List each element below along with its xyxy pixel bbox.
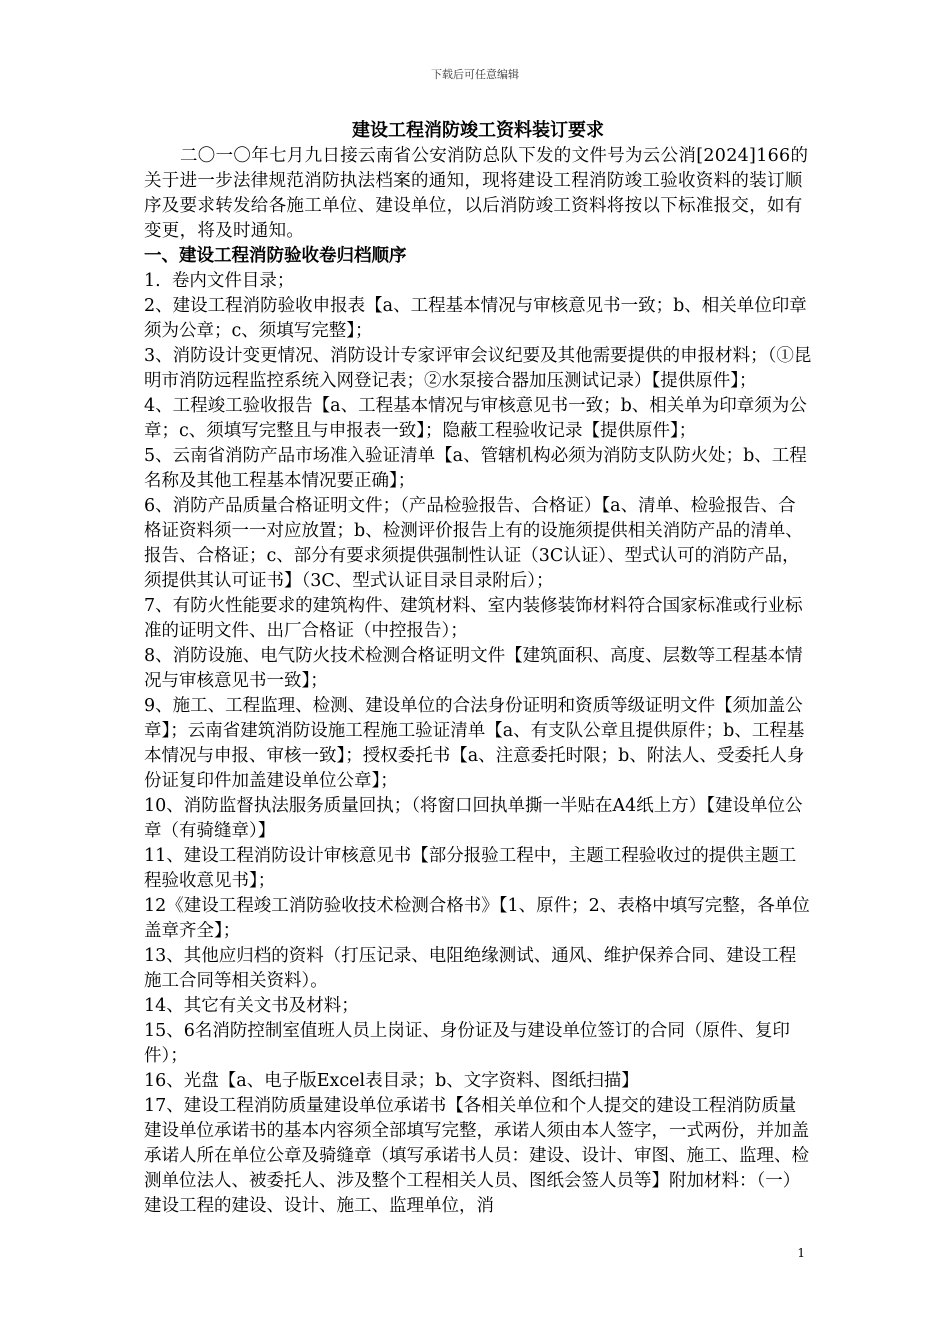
list-item: 17、建设工程消防质量建设单位承诺书【各相关单位和个人提交的建设工程消防质量建设单位承诺书的基本内容须全部填写完整，承诺人须由本人签字，一式两份，并加盖承诺人所在单位公章及骑缝章（填写承诺书人员：建设、设计、审图、施工、监理、检测单位法人、被委托人、涉及整个工程相关人员、图纸会签人员等】附加材料：（一）建设工程的建设、设计、施工、监理单位，消 xyxy=(144,1096,809,1216)
list-item: 4、工程竣工验收报告【a、工程基本情况与审核意见书一致；b、相关单为印章须为公章；c、须填写完整且与申报表一致】；隐蔽工程验收记录【提供原件】； xyxy=(144,396,807,441)
list-item: 10、消防监督执法服务质量回执；（将窗口回执单撕一半贴在A4纸上方）【建设单位公章（有骑缝章）】 xyxy=(144,796,803,841)
list-item: 3、消防设计变更情况、消防设计专家评审会议纪要及其他需要提供的申报材料；（①昆明市消防远程监控系统入网登记表；②水泵接合器加压测试记录）【提供原件】； xyxy=(144,346,812,391)
list-item: 1. 卷内文件目录； xyxy=(144,271,295,291)
list-item: 9、施工、工程监理、检测、建设单位的合法身份证明和资质等级证明文件【须加盖公章】；云南省建筑消防设施工程施工验证清单【a、有支队公章且提供原件；b、工程基本情况与申报、审核一致】；授权委托书【a、注意委托时限；b、附法人、受委托人身份证复印件加盖建设单位公章】； xyxy=(144,696,805,791)
list-item: 2、建设工程消防验收申报表【a、工程基本情况与审核意见书一致；b、相关单位印章须为公章；c、须填写完整】； xyxy=(144,296,807,341)
document-body xyxy=(144,118,812,1219)
header-note: 下载后可任意编辑 xyxy=(431,68,519,81)
list-item: 6、消防产品质量合格证明文件；（产品检验报告、合格证）【a、清单、检验报告、合格证资料须一一对应放置；b、检测评价报告上有的设施须提供相关消防产品的清单、报告、合格证；c、部分有要求须提供强制性认证（3C认证）、型式认可的消防产品，须提供其认可证书】（3C、型式认证目录目录附后）； xyxy=(144,496,803,591)
list-item: 8、消防设施、电气防火技术检测合格证明文件【建筑面积、高度、层数等工程基本情况与审核意见书一致】； xyxy=(144,646,803,691)
list-item: 7、有防火性能要求的建筑构件、建筑材料、室内装修装饰材料符合国家标准或行业标准的证明文件、出厂合格证（中控报告）； xyxy=(144,596,803,641)
list-item: 16、光盘【a、电子版Excel表目录；b、文字资料、图纸扫描】 xyxy=(144,1071,639,1091)
document-title: 建设工程消防竣工资料装订要求 xyxy=(352,120,604,141)
list-item: 15、6名消防控制室值班人员上岗证、身份证及与建设单位签订的合同（原件、复印件）； xyxy=(144,1021,790,1066)
page-number: 1 xyxy=(797,1246,805,1260)
list-item: 11、建设工程消防设计审核意见书【部分报验工程中，主题工程验收过的提供主题工程验收意见书】； xyxy=(144,846,797,891)
list-item: 5、云南省消防产品市场准入验证清单【a、管辖机构必须为消防支队防火处；b、工程名称及其他工程基本情况要正确】； xyxy=(144,446,807,491)
intro-paragraph: 二〇一〇年七月九日接云南省公安消防总队下发的文件号为云公消[2024]166的关于进一步法律规范消防执法档案的通知，现将建设工程消防竣工验收资料的装订顺序及要求转发给各施工单位、建设单位，以后消防竣工资料将按以下标准报交，如有变更，将及时通知。 xyxy=(144,146,809,241)
section-heading: 一、建设工程消防验收卷归档顺序 xyxy=(144,246,407,266)
list-item: 12《建设工程竣工消防验收技术检测合格书》【1、原件；2、表格中填写完整，各单位盖章齐全】； xyxy=(144,896,810,941)
list-item: 13、其他应归档的资料（打压记录、电阻绝缘测试、通风、维护保养合同、建设工程施工合同等相关资料）。 xyxy=(144,946,797,991)
list-item: 14、其它有关文书及材料； xyxy=(144,996,359,1016)
